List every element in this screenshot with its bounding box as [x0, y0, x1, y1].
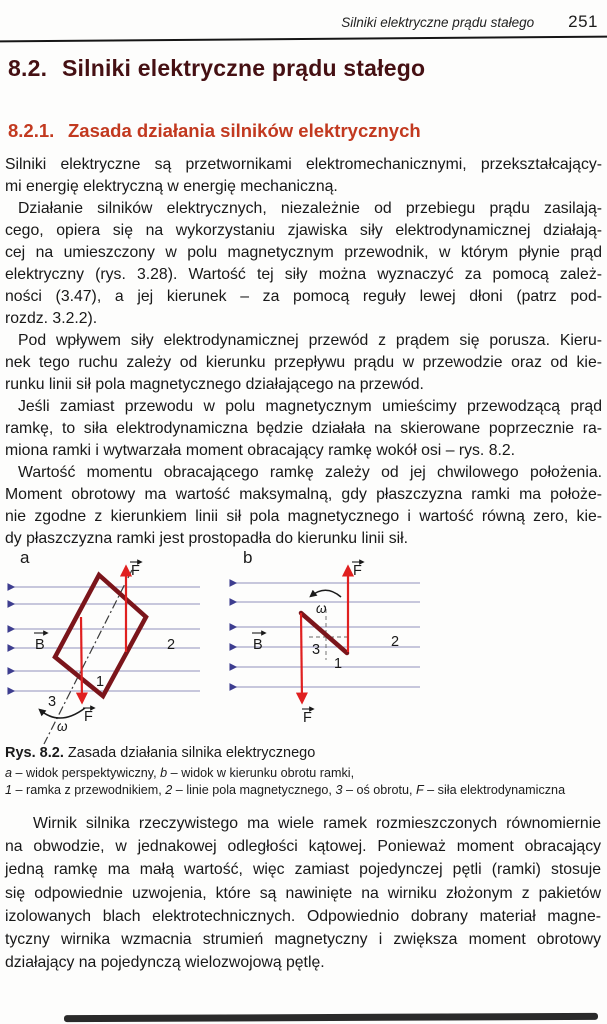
figure-caption: [5, 745, 603, 798]
force-label-top-a: [130, 562, 141, 579]
callout-frame-b: 1: [334, 656, 343, 672]
running-title: Silniki elektryczne prądu stałego: [341, 15, 535, 30]
force-label-bottom-b: [302, 709, 313, 726]
page-number: 251: [568, 12, 598, 31]
callout-field-lines-a: 2: [167, 637, 176, 653]
svg-text:F: F: [131, 563, 140, 579]
subsection-title: Zasada działania silników elektrycznych: [68, 120, 421, 141]
force-label-top-b: [352, 562, 363, 579]
paragraph: Działanie silników elektrycznych, niezależnie od przebiegu prądu zasilają- cego, opiera się na wykorzystaniu zjawiska siły elektrodynamicznej działają- cej na umieszczony w polu magnetycznym przewodnik, w którym płynie prąd elektryczny (rys. 3.28). Wartość tej siły można wyznaczyć za pomocą zależ- ności (3.47), a jej kierunek – za pomocą reguły lewej dłoni (patrz pod- rozdz. 3.2.2).: [5, 200, 602, 327]
caption-legend-line2: 1 – ramka z przewodnikiem, 2 – linie pola magnetycznego, 3 – oś obrotu, F – siła elektrodynamiczna: [5, 782, 566, 797]
omega-arrow-b: [311, 590, 341, 616]
paragraph: Wirnik silnika rzeczywistego ma wiele ramek rozmieszczonych równomiernie na obwodzie, w jednakowej odległości kątowej. Ponieważ moment obracający jedną ramkę ma małą wartość, więc zamiast pojedynczej pętli (ramki) stosuje się odpowiednie uzwojenia, które są nawinięte na wirniku złożonym z pakietów izolowanych blach elektrotechnicznych. Odpowiednio dobrany materiał magne- tyczny wirnika wzmacnia strumień magnetyczny i zwiększa moment obrotowy działający na pojedynczą wielozwojową pętlę.: [5, 815, 601, 972]
subsection-heading: [8, 120, 421, 142]
section-number: 8.2.: [8, 55, 48, 81]
diagram-a-label: a: [20, 548, 30, 567]
callout-axis-a: 3: [48, 694, 57, 710]
field-label: B: [253, 637, 263, 653]
force-label-bottom-a: [83, 708, 94, 725]
callout-axis-b: 3: [312, 642, 321, 658]
field-label: B: [35, 637, 45, 653]
caption-title: Rys. 8.2. Zasada działania silnika elektrycznego: [5, 745, 316, 761]
paragraph: Pod wpływem siły elektrodynamicznej przewód z prądem się porusza. Kieru- nek tego ruchu zależy od kierunku przepływu prądu w przewodzie oraz od kie- runku linii sił pola magnetycznego działającego na przewód.: [5, 332, 602, 393]
force-arrow-down-b: [301, 613, 302, 701]
figure-8-2: [0, 540, 607, 750]
subsection-number: 8.2.1.: [8, 120, 55, 141]
caption-legend-line1: a – widok perspektywiczny, b – widok w kierunku obrotu ramki,: [5, 766, 355, 780]
section-heading: [8, 55, 425, 82]
paragraph: Wartość momentu obracającego ramkę zależy od jej chwilowego położenia. Moment obrotowy ma wartość maksymalną, gdy płaszczyzna ramki ma położe- nie zgodne z kierunkiem linii sił pola magnetycznego i wartość równą zero, kie- dy płaszczyzna ramki jest prostopadła do kierunku linii sił.: [5, 464, 602, 547]
diagram-a: [14, 548, 200, 744]
diagram-b-label: b: [243, 548, 253, 567]
callout-field-lines-b: 2: [391, 634, 400, 650]
header-rule: [0, 36, 607, 43]
omega-arrow-a: [40, 708, 85, 734]
omega-label: ω: [316, 601, 327, 616]
diagram-b: [236, 548, 420, 726]
running-head: [0, 12, 598, 32]
svg-text:F: F: [303, 710, 312, 726]
omega-label: ω: [57, 719, 68, 734]
paragraph: Silniki elektryczne są przetwornikami elektromechanicznymi, przekształcający- mi energię elektryczną w energię mechaniczną.: [5, 156, 602, 195]
svg-text:F: F: [353, 563, 362, 579]
paragraph: Jeśli zamiast przewodu w polu magnetycznym umieścimy przewodzącą prąd ramkę, to siła elektrodynamiczna będzie działała na skierowane poprzecznie ra- miona ramki i wytwarzała moment obracający ramkę wokół osi – rys. 8.2.: [5, 398, 602, 459]
scan-edge-artifact: [64, 1013, 598, 1022]
section-title: Silniki elektryczne prądu stałego: [62, 55, 426, 81]
callout-frame-a: 1: [96, 674, 105, 690]
force-arrow-down-a: [81, 617, 82, 701]
field-vector-label-b: [252, 633, 265, 653]
svg-text:F: F: [84, 709, 93, 725]
field-vector-label-a: [34, 633, 47, 653]
body-text: [5, 154, 602, 550]
